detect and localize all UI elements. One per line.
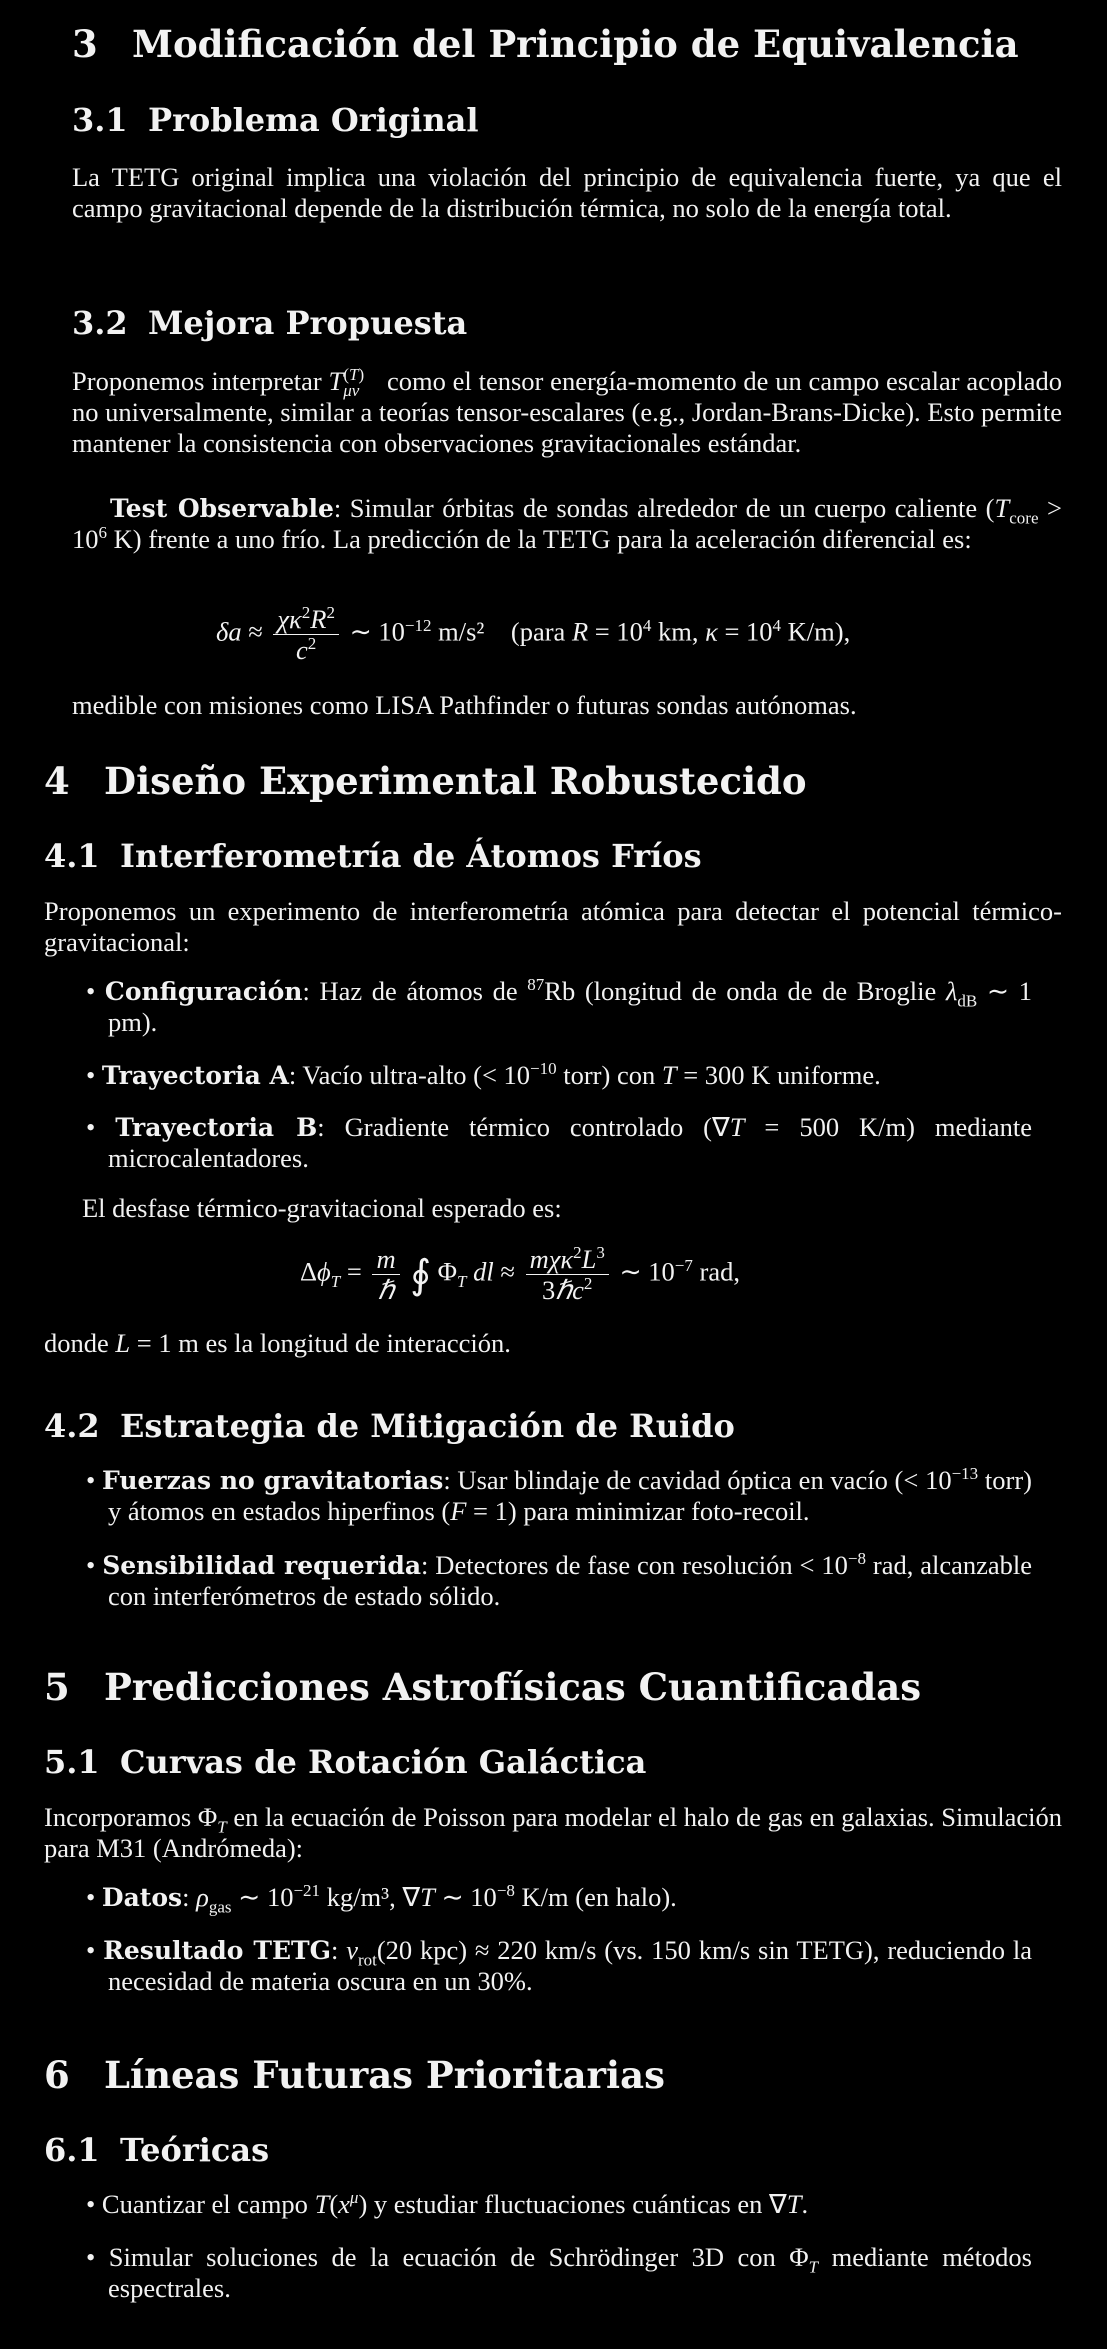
section-4-2-heading <box>44 1407 735 1445</box>
subsection-number: 6.1 <box>44 2131 100 2169</box>
subsection-title: Problema Original <box>148 101 479 139</box>
text-run: K) frente a uno frío. La predicción de la TETG para la aceleración diferencial es: <box>113 524 972 554</box>
paragraph-3-2: Proponemos interpretar $T_{\mu\nu}^{(T)}$ como el tensor energía-momento de un campo escalar acoplado no universalmente, similar a teorías tensor-escalares (e.g., Jordan-Brans-Dicke). Esto permite mantener la consistencia con observaciones gravitacionales estándar. <box>72 365 1063 458</box>
text-run: : Simular órbitas de sondas alrededor de un cuerpo caliente ( <box>333 493 995 523</box>
paragraph-5-1: Incorporamos $\Phi_T$ en la ecuación de Poisson para modelar el halo de gas en galaxias. Simulación para M31 (Andrómeda): <box>44 1802 1063 1863</box>
equation-delta-phi: $\Delta\phi_T$ = $\frac{m}{\text{ℏ}}$ ∮ $\Phi_T$ dl ≈ $\frac{m\chi\kappa^2L^3}{3\hbar c^2}$ ∼ $10^{-7}$ rad, <box>300 1243 740 1305</box>
list-item: • Fuerzas no gravitatorias: Usar blindaje de cavidad óptica en vacío (< $10^{-13}$ torr) y átomos en estados hiperfinos (F = 1) para minimizar foto-recoil. <box>86 1464 1033 1526</box>
paragraph-3-1: La TETG original implica una violación del principio de equivalencia fuerte, ya que el campo gravitacional depende de la distribución térmica, no solo de la energía total. <box>72 162 1062 223</box>
list-item: • Configuración: Haz de átomos de $^{87}$Rb (longitud de onda de de Broglie $\lambda_{dB}$ ∼ 1 pm). <box>86 975 1033 1037</box>
section-title: Predicciones Astrofísicas Cuantificadas <box>104 1665 922 1709</box>
paragraph-4-1: Proponemos un experimento de interferometría atómica para detectar el potencial térmico-gravitacional: <box>44 896 1062 957</box>
section-6-heading <box>44 2053 665 2097</box>
paragraph-test-observable: Test Observable: Simular órbitas de sondas alrededor de un cuerpo caliente ($T_{core} > 10^6$ K) frente a uno frío. La predicción de la TETG para la aceleración diferencial es: <box>72 493 1062 554</box>
section-number: 4 <box>44 759 70 803</box>
list-item: • Simular soluciones de la ecuación de Schrödinger 3D con $\Phi_T$ mediante métodos espectrales. <box>86 2242 1032 2303</box>
list-item: • Trayectoria B: Gradiente térmico controlado (∇T = 500 K/m) mediante microcalentadores. <box>86 1112 1033 1173</box>
text-run: como el tensor energía-momento de un campo escalar acoplado no universalmente, similar a teorías tensor-escalares (e.g., Jordan-Brans-Dicke). Esto permite mantener la consistencia con observaciones gravitacionales estándar. <box>72 366 1063 458</box>
equation-delta-a: δa ≈ $\frac{\chi\kappa^2R^2}{c^2}$ ∼ $10^{-12}$ m/s² (para $R = 10^4$ km, $\kappa = 10^4$ K/m), <box>216 603 851 665</box>
list-item: • Sensibilidad requerida: Detectores de fase con resolución < $10^{-8}$ rad, alcanzable con interferómetros de estado sólido. <box>86 1549 1033 1611</box>
math-tensor: T <box>328 366 344 396</box>
paragraph-after-eq: medible con misiones como LISA Pathfinder o futuras sondas autónomas. <box>72 690 857 720</box>
section-4-1-heading <box>44 837 702 875</box>
section-3-heading <box>72 22 1019 66</box>
subsection-title: Estrategia de Mitigación de Ruido <box>120 1407 735 1445</box>
subsection-number: 3.1 <box>72 101 128 139</box>
section-number: 6 <box>44 2053 70 2097</box>
subsection-number: 4.1 <box>44 837 100 875</box>
list-item: • Resultado TETG: $v_{rot}(20$ kpc) ≈ 220 km/s (vs. 150 km/s sin TETG), reduciendo la necesidad de materia oscura en un 30%. <box>86 1935 1033 1996</box>
section-5-1-heading <box>44 1743 646 1781</box>
text-run: Proponemos interpretar <box>72 366 322 396</box>
subsection-title: Teóricas <box>120 2131 270 2169</box>
section-5-heading <box>44 1665 921 1709</box>
subsection-title: Curvas de Rotación Galáctica <box>120 1743 647 1781</box>
paragraph-donde: donde L = 1 m es la longitud de interacción. <box>44 1328 511 1358</box>
section-number: 3 <box>72 22 98 66</box>
paragraph-desfase: El desfase térmico-gravitacional esperado es: <box>82 1193 562 1223</box>
section-title: Líneas Futuras Prioritarias <box>104 2053 665 2097</box>
section-6-1-heading <box>44 2131 269 2169</box>
eq-text: (para <box>510 616 566 647</box>
list-item: • Datos: $\rho_{gas}$ ∼ $10^{-21}$ kg/m³, ∇T ∼ $10^{-8}$ K/m (en halo). <box>86 1881 677 1917</box>
subsection-number: 3.2 <box>72 304 128 342</box>
subsection-title: Interferometría de Átomos Fríos <box>120 837 702 875</box>
section-3-2-heading <box>72 304 467 342</box>
section-title: Modificación del Principio de Equivalencia <box>132 22 1019 66</box>
section-4-heading <box>44 759 807 803</box>
list-item: • Cuantizar el campo $T(x^\mu)$ y estudiar fluctuaciones cuánticas en ∇T. <box>86 2188 809 2219</box>
section-number: 5 <box>44 1665 70 1709</box>
subsection-title: Mejora Propuesta <box>148 304 468 342</box>
subsection-number: 4.2 <box>44 1407 100 1445</box>
eq-units: m/s² <box>438 616 485 647</box>
eq-units: rad, <box>699 1256 740 1287</box>
test-observable-label: Test Observable <box>110 494 334 523</box>
list-item: • Trayectoria A: Vacío ultra-alto (< $10^{-10}$ torr) con T = 300 K uniforme. <box>86 1059 881 1090</box>
section-title: Diseño Experimental Robustecido <box>104 759 807 803</box>
section-3-1-heading <box>72 101 478 139</box>
subsection-number: 5.1 <box>44 1743 100 1781</box>
